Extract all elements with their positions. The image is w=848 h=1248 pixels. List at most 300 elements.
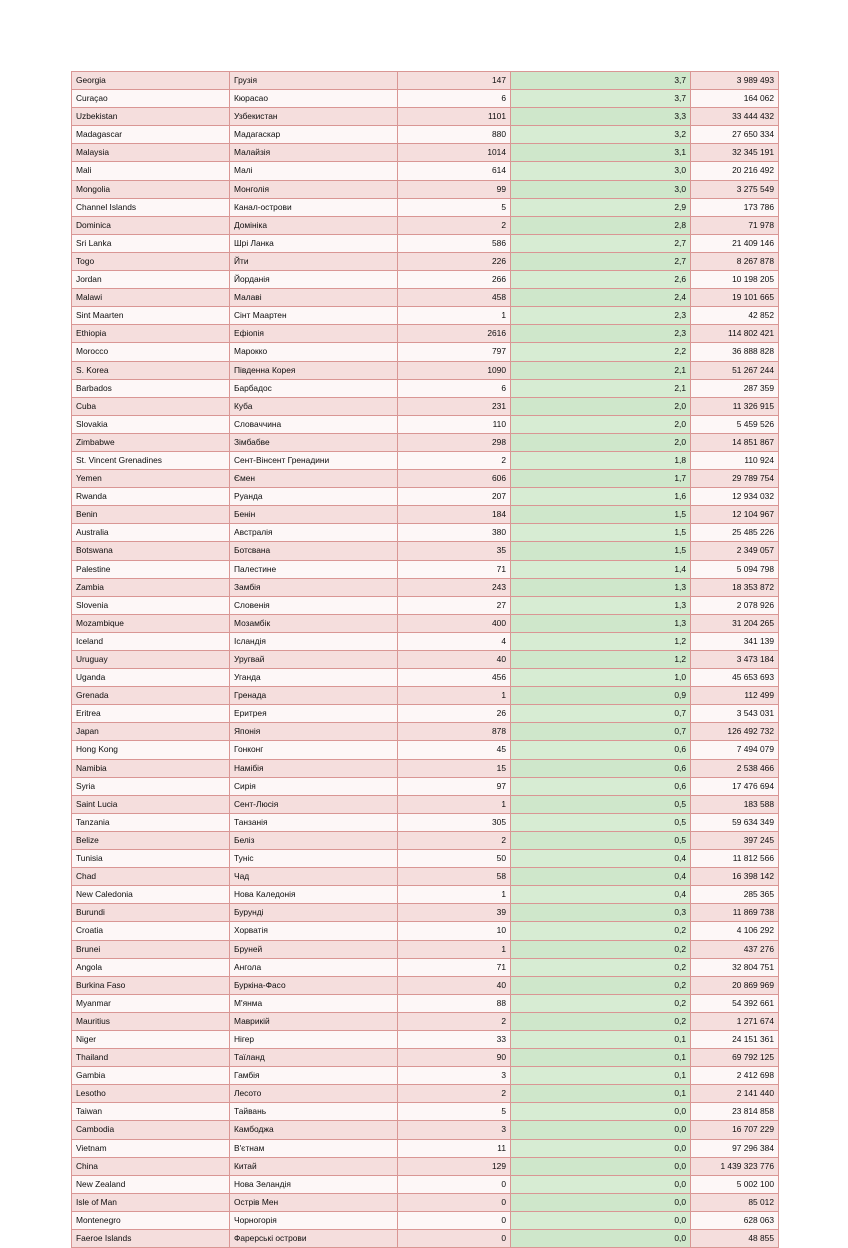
cell-deaths: 298: [398, 433, 511, 451]
table-row: [72, 126, 779, 144]
cell-deaths: 0: [398, 1230, 511, 1248]
cell-population: 5 459 526: [691, 415, 779, 433]
cell-population: 20 869 969: [691, 976, 779, 994]
cell-population: 97 296 384: [691, 1139, 779, 1157]
cell-country-name-en: Botswana: [72, 542, 230, 560]
cell-country-name-en: Namibia: [72, 759, 230, 777]
cell-rate-percent: 1,5: [511, 524, 691, 542]
cell-deaths: 88: [398, 994, 511, 1012]
cell-country-name-en: Togo: [72, 252, 230, 270]
cell-country-name-en: Belize: [72, 831, 230, 849]
cell-deaths: 40: [398, 651, 511, 669]
cell-rate-percent: 3,1: [511, 144, 691, 162]
country-statistics-table: [71, 71, 779, 1248]
cell-rate-percent: 3,2: [511, 126, 691, 144]
cell-population: 2 078 926: [691, 596, 779, 614]
cell-country-name-uk: Монголія: [230, 180, 398, 198]
table-row: [72, 289, 779, 307]
cell-rate-percent: 1,3: [511, 596, 691, 614]
cell-country-name-en: Uruguay: [72, 651, 230, 669]
cell-country-name-uk: Сирія: [230, 777, 398, 795]
table-row: [72, 451, 779, 469]
cell-population: 14 851 867: [691, 433, 779, 451]
cell-country-name-en: Mozambique: [72, 614, 230, 632]
table-row: [72, 1085, 779, 1103]
cell-deaths: 6: [398, 90, 511, 108]
cell-rate-percent: 2,0: [511, 415, 691, 433]
cell-country-name-uk: Зімбабве: [230, 433, 398, 451]
cell-country-name-uk: Марокко: [230, 343, 398, 361]
cell-deaths: 231: [398, 397, 511, 415]
table-row: [72, 994, 779, 1012]
cell-country-name-en: Rwanda: [72, 488, 230, 506]
cell-rate-percent: 0,0: [511, 1193, 691, 1211]
cell-country-name-en: Japan: [72, 723, 230, 741]
cell-population: 164 062: [691, 90, 779, 108]
cell-population: 45 653 693: [691, 669, 779, 687]
cell-rate-percent: 3,7: [511, 72, 691, 90]
cell-deaths: 129: [398, 1157, 511, 1175]
cell-country-name-en: Saint Lucia: [72, 795, 230, 813]
cell-country-name-uk: Нова Зеландія: [230, 1175, 398, 1193]
cell-population: 32 804 751: [691, 958, 779, 976]
cell-population: 5 002 100: [691, 1175, 779, 1193]
cell-population: 16 398 142: [691, 868, 779, 886]
cell-rate-percent: 0,5: [511, 831, 691, 849]
cell-population: 437 276: [691, 940, 779, 958]
cell-country-name-en: New Zealand: [72, 1175, 230, 1193]
cell-deaths: 5: [398, 198, 511, 216]
cell-country-name-uk: Ангола: [230, 958, 398, 976]
cell-population: 2 538 466: [691, 759, 779, 777]
cell-population: 2 412 698: [691, 1067, 779, 1085]
cell-country-name-uk: Маврикій: [230, 1012, 398, 1030]
cell-deaths: 1: [398, 795, 511, 813]
cell-deaths: 614: [398, 162, 511, 180]
cell-deaths: 99: [398, 180, 511, 198]
cell-rate-percent: 1,7: [511, 470, 691, 488]
table-row: [72, 1103, 779, 1121]
cell-country-name-en: Mauritius: [72, 1012, 230, 1030]
cell-population: 12 934 032: [691, 488, 779, 506]
table-row: [72, 1121, 779, 1139]
cell-deaths: 0: [398, 1193, 511, 1211]
cell-country-name-uk: Буркіна-Фасо: [230, 976, 398, 994]
table-row: [72, 470, 779, 488]
cell-rate-percent: 1,3: [511, 578, 691, 596]
cell-rate-percent: 3,3: [511, 108, 691, 126]
cell-deaths: 606: [398, 470, 511, 488]
cell-country-name-uk: Еритрея: [230, 705, 398, 723]
cell-population: 3 473 184: [691, 651, 779, 669]
cell-population: 12 104 967: [691, 506, 779, 524]
cell-rate-percent: 3,0: [511, 162, 691, 180]
table-row: [72, 542, 779, 560]
cell-country-name-en: Zimbabwe: [72, 433, 230, 451]
cell-population: 397 245: [691, 831, 779, 849]
cell-country-name-uk: Канал-острови: [230, 198, 398, 216]
cell-deaths: 400: [398, 614, 511, 632]
cell-rate-percent: 3,0: [511, 180, 691, 198]
cell-population: 29 789 754: [691, 470, 779, 488]
cell-rate-percent: 0,0: [511, 1103, 691, 1121]
cell-deaths: 243: [398, 578, 511, 596]
cell-country-name-en: Georgia: [72, 72, 230, 90]
cell-country-name-uk: Узбекистан: [230, 108, 398, 126]
cell-country-name-en: Tanzania: [72, 813, 230, 831]
cell-population: 7 494 079: [691, 741, 779, 759]
cell-country-name-en: Brunei: [72, 940, 230, 958]
cell-country-name-en: Isle of Man: [72, 1193, 230, 1211]
cell-rate-percent: 2,1: [511, 361, 691, 379]
cell-deaths: 6: [398, 379, 511, 397]
cell-country-name-uk: Лесото: [230, 1085, 398, 1103]
cell-deaths: 797: [398, 343, 511, 361]
cell-country-name-uk: Мадагаскар: [230, 126, 398, 144]
cell-deaths: 15: [398, 759, 511, 777]
cell-country-name-en: Angola: [72, 958, 230, 976]
cell-rate-percent: 0,2: [511, 976, 691, 994]
table-row: [72, 831, 779, 849]
cell-deaths: 147: [398, 72, 511, 90]
table-row: [72, 850, 779, 868]
cell-country-name-en: Sri Lanka: [72, 234, 230, 252]
cell-rate-percent: 2,2: [511, 343, 691, 361]
cell-rate-percent: 0,1: [511, 1067, 691, 1085]
cell-rate-percent: 1,8: [511, 451, 691, 469]
table-row: [72, 72, 779, 90]
cell-country-name-uk: Уганда: [230, 669, 398, 687]
cell-population: 19 101 665: [691, 289, 779, 307]
cell-country-name-en: Cuba: [72, 397, 230, 415]
cell-population: 5 094 798: [691, 560, 779, 578]
cell-country-name-uk: Гренада: [230, 687, 398, 705]
cell-country-name-uk: В'єтнам: [230, 1139, 398, 1157]
cell-population: 51 267 244: [691, 361, 779, 379]
cell-population: 32 345 191: [691, 144, 779, 162]
table-row: [72, 687, 779, 705]
cell-rate-percent: 3,7: [511, 90, 691, 108]
cell-country-name-en: Lesotho: [72, 1085, 230, 1103]
cell-deaths: 45: [398, 741, 511, 759]
cell-country-name-en: Vietnam: [72, 1139, 230, 1157]
cell-country-name-en: Myanmar: [72, 994, 230, 1012]
cell-country-name-uk: Йти: [230, 252, 398, 270]
table-row: [72, 1067, 779, 1085]
table-row: [72, 651, 779, 669]
cell-rate-percent: 2,6: [511, 271, 691, 289]
table-row: [72, 198, 779, 216]
cell-rate-percent: 0,0: [511, 1157, 691, 1175]
cell-country-name-en: Uganda: [72, 669, 230, 687]
cell-rate-percent: 0,2: [511, 1012, 691, 1030]
cell-population: 16 707 229: [691, 1121, 779, 1139]
cell-population: 24 151 361: [691, 1030, 779, 1048]
cell-country-name-uk: Китай: [230, 1157, 398, 1175]
table-row: [72, 922, 779, 940]
cell-country-name-uk: Бенін: [230, 506, 398, 524]
cell-rate-percent: 0,6: [511, 759, 691, 777]
cell-rate-percent: 2,7: [511, 234, 691, 252]
cell-country-name-en: Mongolia: [72, 180, 230, 198]
cell-deaths: 3: [398, 1067, 511, 1085]
table-row: [72, 90, 779, 108]
table-row: [72, 795, 779, 813]
cell-population: 126 492 732: [691, 723, 779, 741]
cell-rate-percent: 0,4: [511, 886, 691, 904]
table-row: [72, 705, 779, 723]
cell-country-name-uk: Фарерські острови: [230, 1230, 398, 1248]
cell-country-name-en: Mali: [72, 162, 230, 180]
cell-deaths: 11: [398, 1139, 511, 1157]
cell-rate-percent: 1,2: [511, 632, 691, 650]
cell-country-name-uk: Руанда: [230, 488, 398, 506]
table-row: [72, 723, 779, 741]
cell-population: 85 012: [691, 1193, 779, 1211]
cell-population: 2 141 440: [691, 1085, 779, 1103]
table-body: [72, 72, 779, 1248]
cell-country-name-uk: Японія: [230, 723, 398, 741]
cell-country-name-en: Morocco: [72, 343, 230, 361]
table-row: [72, 1139, 779, 1157]
cell-rate-percent: 0,6: [511, 777, 691, 795]
table-row: [72, 343, 779, 361]
cell-population: 11 326 915: [691, 397, 779, 415]
cell-rate-percent: 1,5: [511, 542, 691, 560]
cell-rate-percent: 0,1: [511, 1049, 691, 1067]
table-row: [72, 180, 779, 198]
cell-population: 110 924: [691, 451, 779, 469]
cell-deaths: 380: [398, 524, 511, 542]
table-row: [72, 271, 779, 289]
cell-population: 31 204 265: [691, 614, 779, 632]
cell-population: 11 812 566: [691, 850, 779, 868]
cell-deaths: 1: [398, 687, 511, 705]
cell-population: 42 852: [691, 307, 779, 325]
cell-deaths: 1101: [398, 108, 511, 126]
table-row: [72, 397, 779, 415]
cell-country-name-uk: Чорногорія: [230, 1211, 398, 1229]
cell-rate-percent: 2,0: [511, 433, 691, 451]
cell-country-name-uk: Куба: [230, 397, 398, 415]
cell-deaths: 40: [398, 976, 511, 994]
cell-country-name-en: Eritrea: [72, 705, 230, 723]
table-row: [72, 415, 779, 433]
table-row: [72, 379, 779, 397]
cell-rate-percent: 0,0: [511, 1230, 691, 1248]
cell-country-name-en: Cambodia: [72, 1121, 230, 1139]
table-row: [72, 252, 779, 270]
cell-deaths: 5: [398, 1103, 511, 1121]
cell-deaths: 1: [398, 940, 511, 958]
cell-rate-percent: 0,3: [511, 904, 691, 922]
cell-country-name-uk: Мозамбік: [230, 614, 398, 632]
cell-deaths: 39: [398, 904, 511, 922]
cell-rate-percent: 0,4: [511, 850, 691, 868]
cell-country-name-en: Thailand: [72, 1049, 230, 1067]
cell-country-name-en: New Caledonia: [72, 886, 230, 904]
table-row: [72, 216, 779, 234]
cell-country-name-en: Niger: [72, 1030, 230, 1048]
table-row: [72, 1157, 779, 1175]
cell-country-name-en: Faeroe Islands: [72, 1230, 230, 1248]
cell-deaths: 1: [398, 886, 511, 904]
cell-rate-percent: 0,2: [511, 958, 691, 976]
cell-country-name-uk: Шрі Ланка: [230, 234, 398, 252]
cell-country-name-en: Benin: [72, 506, 230, 524]
cell-population: 1 439 323 776: [691, 1157, 779, 1175]
cell-country-name-uk: Камбоджа: [230, 1121, 398, 1139]
cell-rate-percent: 0,0: [511, 1121, 691, 1139]
cell-country-name-uk: Сент-Вінсент Гренадини: [230, 451, 398, 469]
cell-deaths: 10: [398, 922, 511, 940]
cell-country-name-uk: М'янма: [230, 994, 398, 1012]
cell-population: 25 485 226: [691, 524, 779, 542]
cell-deaths: 27: [398, 596, 511, 614]
table-row: [72, 1175, 779, 1193]
cell-country-name-uk: Австралія: [230, 524, 398, 542]
cell-rate-percent: 0,2: [511, 994, 691, 1012]
cell-rate-percent: 1,5: [511, 506, 691, 524]
cell-population: 36 888 828: [691, 343, 779, 361]
cell-country-name-uk: Танзанія: [230, 813, 398, 831]
cell-country-name-en: Palestine: [72, 560, 230, 578]
cell-country-name-uk: Словаччина: [230, 415, 398, 433]
table-row: [72, 1211, 779, 1229]
cell-deaths: 97: [398, 777, 511, 795]
cell-rate-percent: 0,0: [511, 1175, 691, 1193]
table-row: [72, 1012, 779, 1030]
table-row: [72, 1193, 779, 1211]
cell-country-name-en: Barbados: [72, 379, 230, 397]
cell-deaths: 2616: [398, 325, 511, 343]
cell-rate-percent: 2,4: [511, 289, 691, 307]
cell-population: 3 989 493: [691, 72, 779, 90]
cell-country-name-uk: Словенія: [230, 596, 398, 614]
cell-population: 287 359: [691, 379, 779, 397]
cell-population: 23 814 858: [691, 1103, 779, 1121]
cell-country-name-uk: Південна Корея: [230, 361, 398, 379]
cell-rate-percent: 2,1: [511, 379, 691, 397]
cell-deaths: 878: [398, 723, 511, 741]
cell-population: 17 476 694: [691, 777, 779, 795]
cell-country-name-en: Madagascar: [72, 126, 230, 144]
cell-country-name-uk: Замбія: [230, 578, 398, 596]
cell-rate-percent: 0,9: [511, 687, 691, 705]
cell-population: 71 978: [691, 216, 779, 234]
cell-country-name-en: St. Vincent Grenadines: [72, 451, 230, 469]
cell-country-name-en: Tunisia: [72, 850, 230, 868]
cell-country-name-uk: Гамбія: [230, 1067, 398, 1085]
cell-deaths: 26: [398, 705, 511, 723]
cell-deaths: 305: [398, 813, 511, 831]
cell-deaths: 184: [398, 506, 511, 524]
cell-country-name-uk: Малаві: [230, 289, 398, 307]
cell-deaths: 90: [398, 1049, 511, 1067]
cell-population: 21 409 146: [691, 234, 779, 252]
cell-rate-percent: 0,2: [511, 940, 691, 958]
cell-rate-percent: 0,5: [511, 813, 691, 831]
cell-country-name-uk: Йорданія: [230, 271, 398, 289]
table-row: [72, 813, 779, 831]
cell-country-name-en: Jordan: [72, 271, 230, 289]
table-row: [72, 596, 779, 614]
cell-deaths: 2: [398, 216, 511, 234]
cell-rate-percent: 0,7: [511, 723, 691, 741]
cell-country-name-uk: Бруней: [230, 940, 398, 958]
cell-population: 69 792 125: [691, 1049, 779, 1067]
cell-country-name-uk: Малі: [230, 162, 398, 180]
table-row: [72, 560, 779, 578]
cell-country-name-en: Taiwan: [72, 1103, 230, 1121]
cell-rate-percent: 0,1: [511, 1030, 691, 1048]
table-row: [72, 976, 779, 994]
cell-population: 341 139: [691, 632, 779, 650]
cell-country-name-uk: Барбадос: [230, 379, 398, 397]
table-row: [72, 325, 779, 343]
cell-population: 1 271 674: [691, 1012, 779, 1030]
cell-rate-percent: 0,2: [511, 922, 691, 940]
table-row: [72, 144, 779, 162]
cell-country-name-uk: Сент-Люсія: [230, 795, 398, 813]
cell-country-name-uk: Ефіопія: [230, 325, 398, 343]
cell-country-name-en: Malawi: [72, 289, 230, 307]
cell-country-name-en: S. Korea: [72, 361, 230, 379]
table-row: [72, 868, 779, 886]
cell-country-name-en: Sint Maarten: [72, 307, 230, 325]
table-row: [72, 162, 779, 180]
cell-population: 59 634 349: [691, 813, 779, 831]
table-row: [72, 940, 779, 958]
table-row: [72, 506, 779, 524]
cell-country-name-uk: Туніс: [230, 850, 398, 868]
cell-population: 18 353 872: [691, 578, 779, 596]
cell-rate-percent: 1,6: [511, 488, 691, 506]
cell-country-name-uk: Чад: [230, 868, 398, 886]
cell-deaths: 1014: [398, 144, 511, 162]
cell-country-name-uk: Кюрасао: [230, 90, 398, 108]
cell-rate-percent: 2,3: [511, 325, 691, 343]
cell-country-name-uk: Ботсвана: [230, 542, 398, 560]
cell-population: 27 650 334: [691, 126, 779, 144]
cell-rate-percent: 0,5: [511, 795, 691, 813]
cell-country-name-en: Gambia: [72, 1067, 230, 1085]
cell-country-name-en: Yemen: [72, 470, 230, 488]
table-row: [72, 433, 779, 451]
cell-deaths: 266: [398, 271, 511, 289]
cell-rate-percent: 2,3: [511, 307, 691, 325]
table-row: [72, 669, 779, 687]
cell-population: 285 365: [691, 886, 779, 904]
cell-rate-percent: 2,0: [511, 397, 691, 415]
cell-deaths: 71: [398, 560, 511, 578]
cell-population: 3 543 031: [691, 705, 779, 723]
cell-country-name-en: Dominica: [72, 216, 230, 234]
cell-population: 20 216 492: [691, 162, 779, 180]
cell-country-name-en: Zambia: [72, 578, 230, 596]
cell-population: 112 499: [691, 687, 779, 705]
cell-country-name-uk: Домініка: [230, 216, 398, 234]
table-row: [72, 614, 779, 632]
cell-deaths: 880: [398, 126, 511, 144]
table-row: [72, 1030, 779, 1048]
cell-population: 173 786: [691, 198, 779, 216]
cell-population: 3 275 549: [691, 180, 779, 198]
table-row: [72, 741, 779, 759]
cell-deaths: 1: [398, 307, 511, 325]
cell-population: 54 392 661: [691, 994, 779, 1012]
cell-country-name-en: Slovakia: [72, 415, 230, 433]
